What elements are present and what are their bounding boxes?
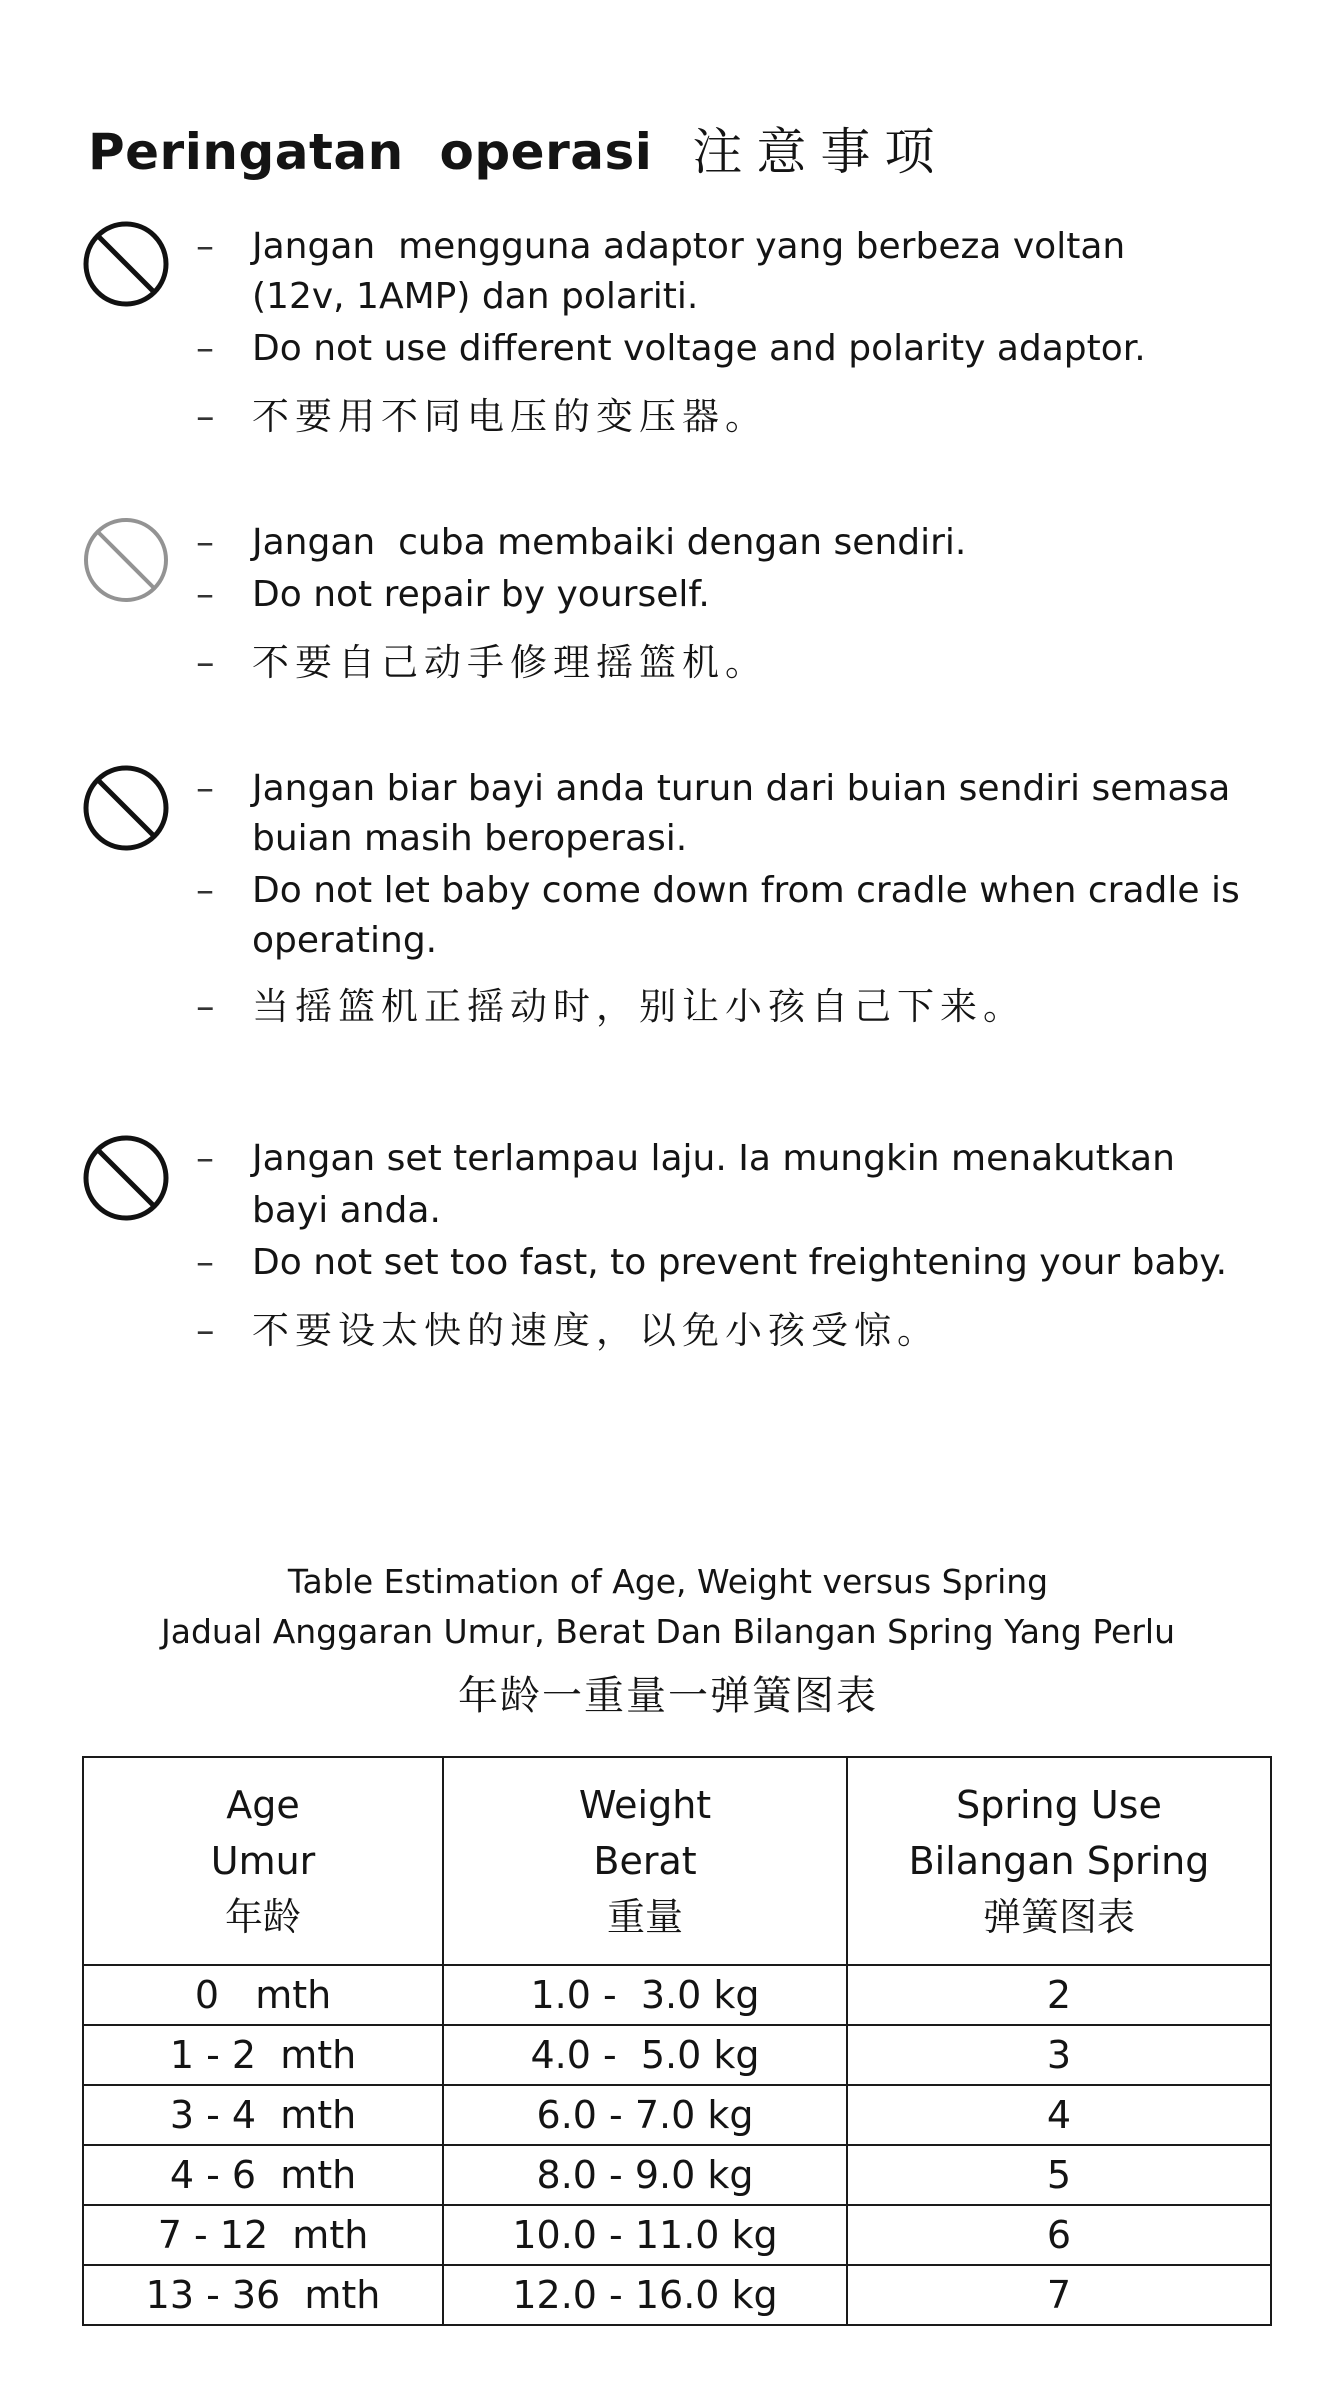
warning-zh-line: – 不要设太快的速度，以免小孩受惊。 <box>196 1309 940 1352</box>
weight-cell: 6.0 - 7.0 kg <box>443 2085 847 2145</box>
warning-en-line: – Do not set too fast, to prevent freightening your baby. <box>196 1242 1228 1283</box>
warning-ms-line: – Jangan cuba membaiki dengan sendiri. <box>196 522 967 563</box>
table-header-row <box>83 1757 1271 1965</box>
age-cell: 7 - 12 mth <box>83 2205 443 2265</box>
warning-en-line: – Do not let baby come down from cradle when cradle is <box>196 870 1240 911</box>
prohibited-icon <box>82 516 170 604</box>
table-row <box>83 2145 1271 2205</box>
page-title <box>88 112 948 184</box>
warning-en-line: – Do not use different voltage and polarity adaptor. <box>196 328 1146 369</box>
header-weight: Weight Berat 重量 <box>443 1757 847 1965</box>
dash: – <box>196 226 214 267</box>
spring-cell: 2 <box>847 1965 1271 2025</box>
warning-ms-line: – Jangan mengguna adaptor yang berbeza voltan <box>196 222 1125 272</box>
spring-cell: 5 <box>847 2145 1271 2205</box>
page-title-ms: Peringatan operasi <box>88 123 653 181</box>
age-cell: 1 - 2 mth <box>83 2025 443 2085</box>
weight-cell: 8.0 - 9.0 kg <box>443 2145 847 2205</box>
table-row <box>83 2085 1271 2145</box>
age-cell: 3 - 4 mth <box>83 2085 443 2145</box>
age-cell: 0 mth <box>83 1965 443 2025</box>
table-row <box>83 2265 1271 2325</box>
table-title-zh: 年龄一重量一弹簧图表 <box>458 1673 878 1719</box>
table-title-en: Table Estimation of Age, Weight versus Spring <box>287 1562 1049 1601</box>
table-row <box>83 2205 1271 2265</box>
spring-cell: 6 <box>847 2205 1271 2265</box>
warning-ms-line: – Jangan biar bayi anda turun dari buian sendiri semasa <box>196 768 1231 809</box>
warning-ms-line: – Jangan set terlampau laju. Ia mungkin menakutkan <box>196 1138 1175 1179</box>
weight-cell: 4.0 - 5.0 kg <box>443 2025 847 2085</box>
header-spring-use: Spring Use Bilangan Spring 弹簧图表 <box>847 1757 1271 1965</box>
weight-cell: 1.0 - 3.0 kg <box>443 1965 847 2025</box>
weight-cell: 10.0 - 11.0 kg <box>443 2205 847 2265</box>
warning-ms-line: (12v, 1AMP) dan polariti. <box>252 276 699 317</box>
prohibited-icon <box>82 764 170 852</box>
weight-cell: 12.0 - 16.0 kg <box>443 2265 847 2325</box>
warning-ms-line: buian masih beroperasi. <box>252 818 688 859</box>
table-row <box>83 2025 1271 2085</box>
spring-cell: 7 <box>847 2265 1271 2325</box>
warning-en-line: operating. <box>252 920 438 961</box>
age-cell: 4 - 6 mth <box>83 2145 443 2205</box>
warning-zh-line: – 当摇篮机正摇动时，别让小孩自己下来。 <box>196 985 1026 1028</box>
header-age: Age Umur 年龄 <box>83 1757 443 1965</box>
warning-ms-line: bayi anda. <box>252 1190 441 1231</box>
table-row <box>83 1965 1271 2025</box>
warning-en-line: – Do not repair by yourself. <box>196 574 710 615</box>
spring-cell: 3 <box>847 2025 1271 2085</box>
age-weight-spring-table <box>82 1756 1272 2326</box>
table-title-ms: Jadual Anggaran Umur, Berat Dan Bilangan Spring Yang Perlu <box>161 1612 1175 1651</box>
prohibited-icon <box>82 1134 170 1222</box>
prohibited-icon <box>82 220 170 308</box>
warning-zh-line: – 不要自己动手修理摇篮机。 <box>196 641 768 684</box>
warning-zh-line: – 不要用不同电压的变压器。 <box>196 395 768 438</box>
spring-cell: 4 <box>847 2085 1271 2145</box>
age-cell: 13 - 36 mth <box>83 2265 443 2325</box>
page-title-zh: 注意事项 <box>692 123 949 181</box>
